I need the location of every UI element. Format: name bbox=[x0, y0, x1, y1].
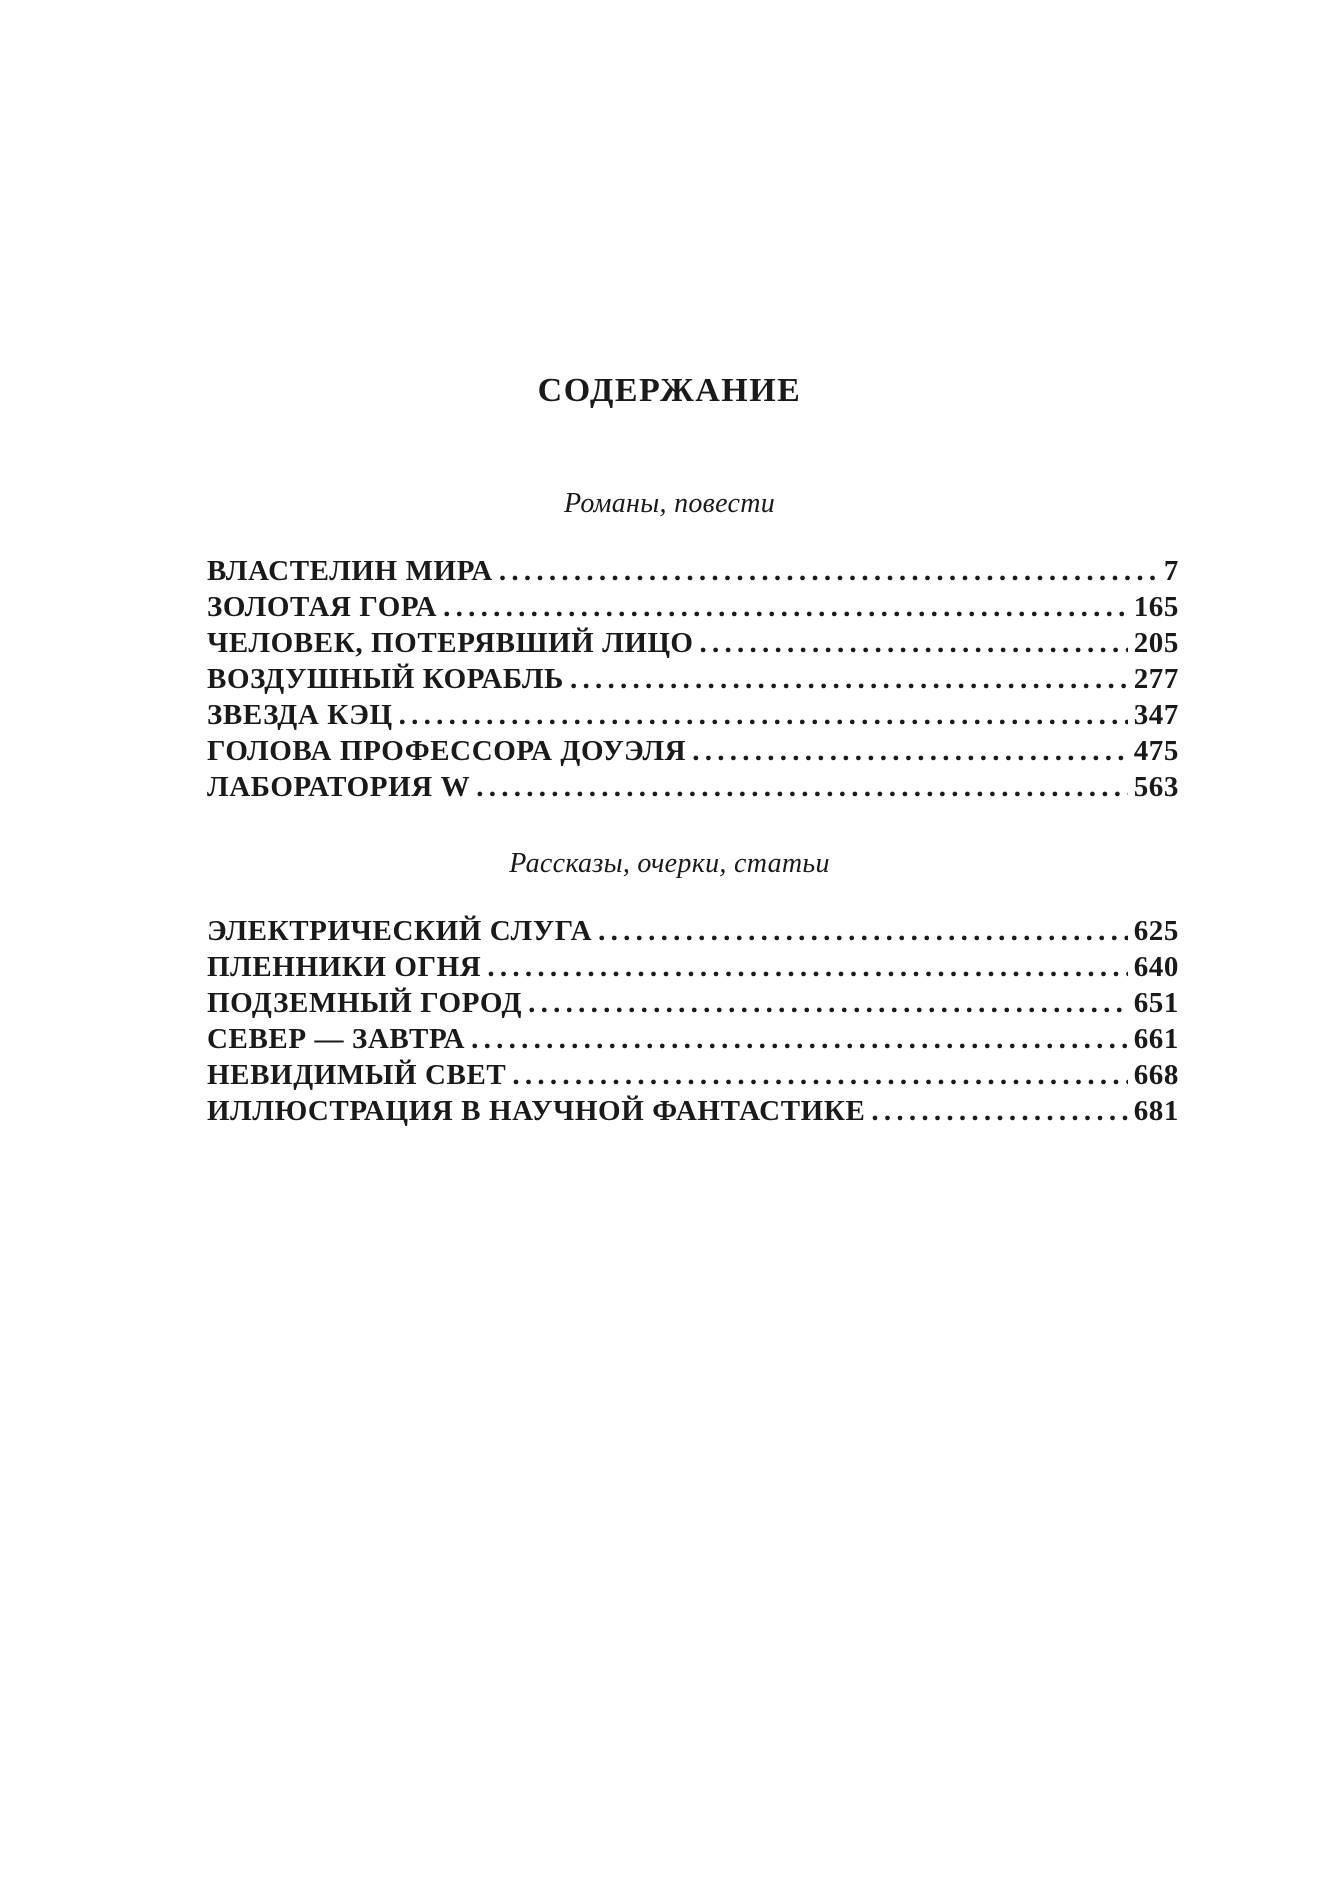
toc-dot-leader bbox=[512, 1059, 1127, 1092]
toc-dot-leader bbox=[871, 1095, 1127, 1128]
toc-entry-page: 563 bbox=[1133, 771, 1179, 803]
toc-entry-title: СЕВЕР — ЗАВТРА bbox=[207, 1023, 466, 1055]
toc-entry[interactable] bbox=[207, 699, 1179, 735]
toc-entry[interactable] bbox=[207, 555, 1179, 591]
toc-dot-leader bbox=[570, 663, 1128, 696]
toc-entry[interactable] bbox=[207, 735, 1179, 771]
toc-dot-leader bbox=[399, 699, 1128, 732]
toc-dot-leader bbox=[528, 987, 1128, 1020]
toc-entry[interactable] bbox=[207, 627, 1179, 663]
toc-dot-leader bbox=[443, 591, 1128, 624]
toc-entry-title: ЗВЕЗДА КЭЦ bbox=[207, 699, 393, 731]
toc-entry-title: ВОЗДУШНЫЙ КОРАБЛЬ bbox=[207, 663, 564, 695]
toc-entry[interactable] bbox=[207, 1059, 1179, 1095]
toc-entry-page: 7 bbox=[1163, 555, 1179, 587]
toc-entry-title: ИЛЛЮСТРАЦИЯ В НАУЧНОЙ ФАНТАСТИКЕ bbox=[207, 1095, 866, 1127]
toc-entry[interactable] bbox=[207, 987, 1179, 1023]
toc-entry-page: 651 bbox=[1133, 987, 1179, 1019]
toc-entry-title: ПОДЗЕМНЫЙ ГОРОД bbox=[207, 987, 523, 1019]
toc-entry[interactable] bbox=[207, 771, 1179, 807]
toc-dot-leader bbox=[598, 915, 1128, 948]
page-title: СОДЕРЖАНИЕ bbox=[537, 372, 802, 409]
toc-dot-leader bbox=[476, 771, 1127, 804]
toc-entry-page: 205 bbox=[1133, 627, 1179, 659]
toc-entry-page: 277 bbox=[1133, 663, 1179, 695]
toc-entry-page: 661 bbox=[1133, 1023, 1179, 1055]
toc-entry-page: 668 bbox=[1133, 1059, 1179, 1091]
section-heading-stories: Рассказы, очерки, статьи bbox=[509, 848, 830, 879]
toc-entry-page: 347 bbox=[1133, 699, 1179, 731]
toc-entry-title: ЛАБОРАТОРИЯ W bbox=[207, 771, 471, 803]
toc-entry-title: ЭЛЕКТРИЧЕСКИЙ СЛУГА bbox=[207, 915, 593, 947]
toc-entry-title: ГОЛОВА ПРОФЕССОРА ДОУЭЛЯ bbox=[207, 735, 687, 767]
toc-entry[interactable] bbox=[207, 915, 1179, 951]
toc-entry-title: ЗОЛОТАЯ ГОРА bbox=[207, 591, 438, 623]
toc-entry-page: 681 bbox=[1133, 1095, 1179, 1127]
toc-entry-page: 625 bbox=[1133, 915, 1179, 947]
toc-entry-page: 475 bbox=[1133, 735, 1179, 767]
toc-entry-page: 640 bbox=[1133, 951, 1179, 983]
toc-entry[interactable] bbox=[207, 591, 1179, 627]
toc-entry[interactable] bbox=[207, 1095, 1179, 1131]
toc-list-stories bbox=[207, 915, 1179, 1131]
toc-entry-title: ЧЕЛОВЕК, ПОТЕРЯВШИЙ ЛИЦО bbox=[207, 627, 694, 659]
toc-entry-title: ВЛАСТЕЛИН МИРА bbox=[207, 555, 493, 587]
toc-dot-leader bbox=[487, 951, 1127, 984]
toc-entry-page: 165 bbox=[1133, 591, 1179, 623]
toc-entry[interactable] bbox=[207, 951, 1179, 987]
toc-entry-title: ПЛЕННИКИ ОГНЯ bbox=[207, 951, 482, 983]
section-heading-novels: Романы, повести bbox=[563, 488, 776, 519]
toc-entry[interactable] bbox=[207, 1023, 1179, 1059]
toc-list-novels bbox=[207, 555, 1179, 807]
toc-dot-leader bbox=[499, 555, 1158, 588]
toc-entry[interactable] bbox=[207, 663, 1179, 699]
toc-dot-leader bbox=[692, 735, 1127, 768]
toc-dot-leader bbox=[700, 627, 1128, 660]
toc-entry-title: НЕВИДИМЫЙ СВЕТ bbox=[207, 1059, 507, 1091]
toc-dot-leader bbox=[471, 1023, 1128, 1056]
